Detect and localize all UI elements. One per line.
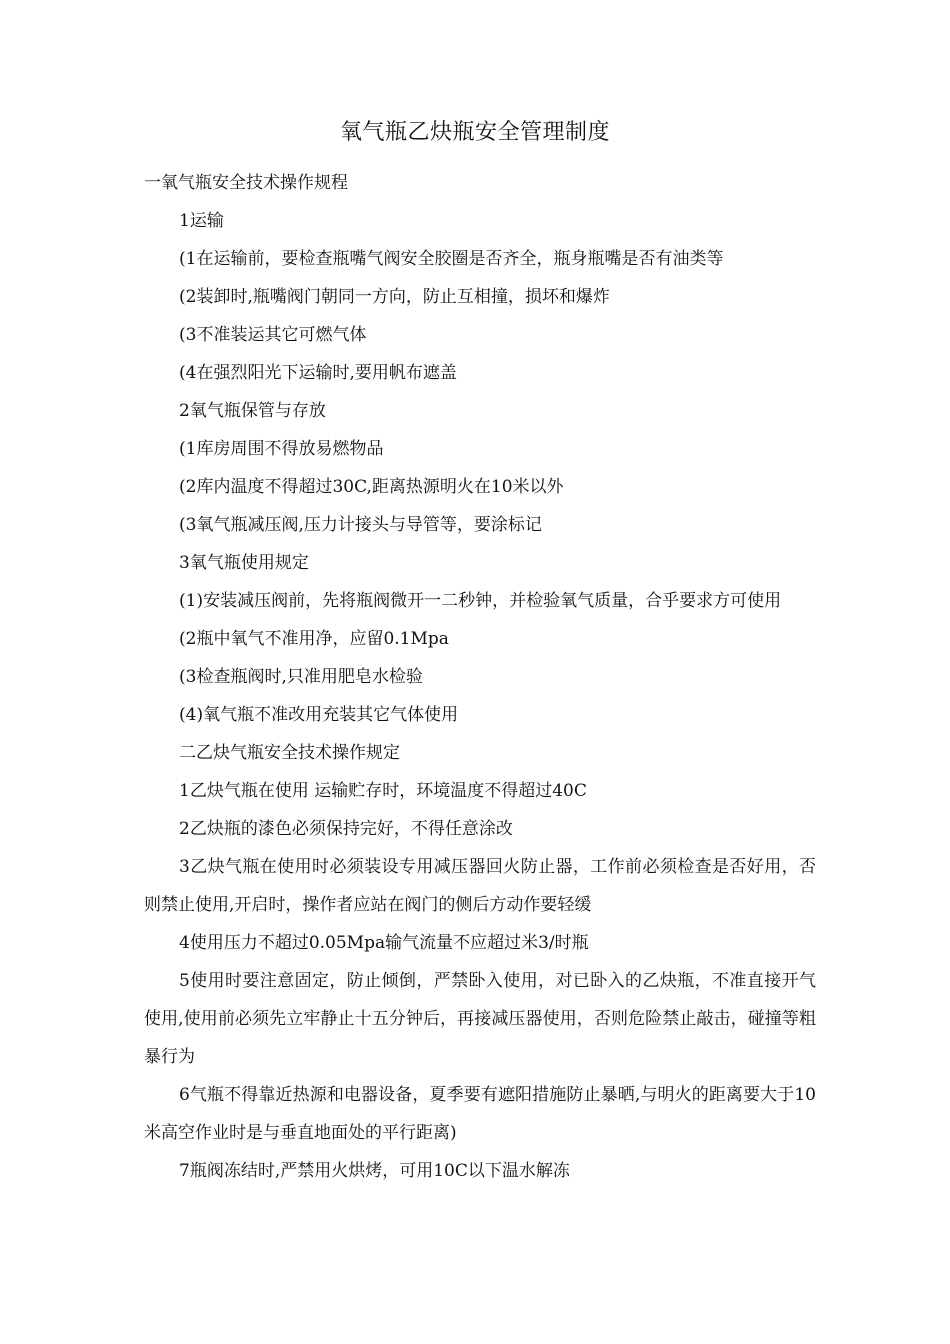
paragraph-line: (2装卸时,瓶嘴阀门朝同一方向，防止互相撞，损坏和爆炸 [179,287,610,307]
subsection-heading-storage: 2氧气瓶保管与存放 [179,401,326,421]
document-body [144,164,816,1190]
paragraph-line: (1在运输前，要检查瓶嘴气阀安全胶圈是否齐全，瓶身瓶嘴是否有油类等 [179,249,724,269]
paragraph-block: 6气瓶不得靠近热源和电器设备，夏季要有遮阳措施防止暴晒,与明火的距离要大于10米高空作业时是与垂直地面处的平行距离) [144,1085,816,1143]
paragraph-line: (3检查瓶阀时,只准用肥皂水检验 [179,667,423,687]
section-heading-acetylene: 二乙炔气瓶安全技术操作规定 [179,743,400,763]
document-title: 氧气瓶乙炔瓶安全管理制度 [339,120,610,145]
paragraph-line: (3不准装运其它可燃气体 [179,325,367,345]
paragraph-line: 4使用压力不超过0.05Mpa输气流量不应超过米3/时瓶 [179,933,589,953]
paragraph-line: (3氧气瓶减压阀,压力计接头与导管等，要涂标记 [179,515,542,535]
subsection-heading-transport: 1运输 [179,211,224,231]
section-heading-oxygen: 一氧气瓶安全技术操作规程 [144,173,348,193]
paragraph-line: (2瓶中氧气不准用净，应留0.1Mpa [179,629,449,649]
paragraph-line: 1乙炔气瓶在使用 运输贮存时，环境温度不得超过40C [179,781,587,801]
paragraph-line: 2乙炔瓶的漆色必须保持完好，不得任意涂改 [179,819,513,839]
paragraph-block: 3乙炔气瓶在使用时必须装设专用减压器回火防止器，工作前必须检查是否好用，否则禁止使用,开启时，操作者应站在阀门的侧后方动作要轻缓 [144,857,816,915]
paragraph-line: (4)氧气瓶不准改用充装其它气体使用 [179,705,459,725]
paragraph-block: (1)安装减压阀前，先将瓶阀微开一二秒钟，并检验氧气质量，合乎要求方可使用 [179,591,782,611]
subsection-heading-usage: 3氧气瓶使用规定 [179,553,309,573]
paragraph-block: 5使用时要注意固定，防止倾倒，严禁卧入使用，对已卧入的乙炔瓶，不准直接开气使用,使用前必须先立牢静止十五分钟后，再接减压器使用，否则危险禁止敲击，碰撞等粗暴行为 [144,971,816,1067]
paragraph-line: 7瓶阀冻结时,严禁用火烘烤，可用10C以下温水解冻 [179,1161,570,1181]
paragraph-line: (1库房周围不得放易燃物品 [179,439,384,459]
paragraph-line: (4在强烈阳光下运输时,要用帆布遮盖 [179,363,457,383]
paragraph-line: (2库内温度不得超过30C,距离热源明火在10米以外 [179,477,564,497]
